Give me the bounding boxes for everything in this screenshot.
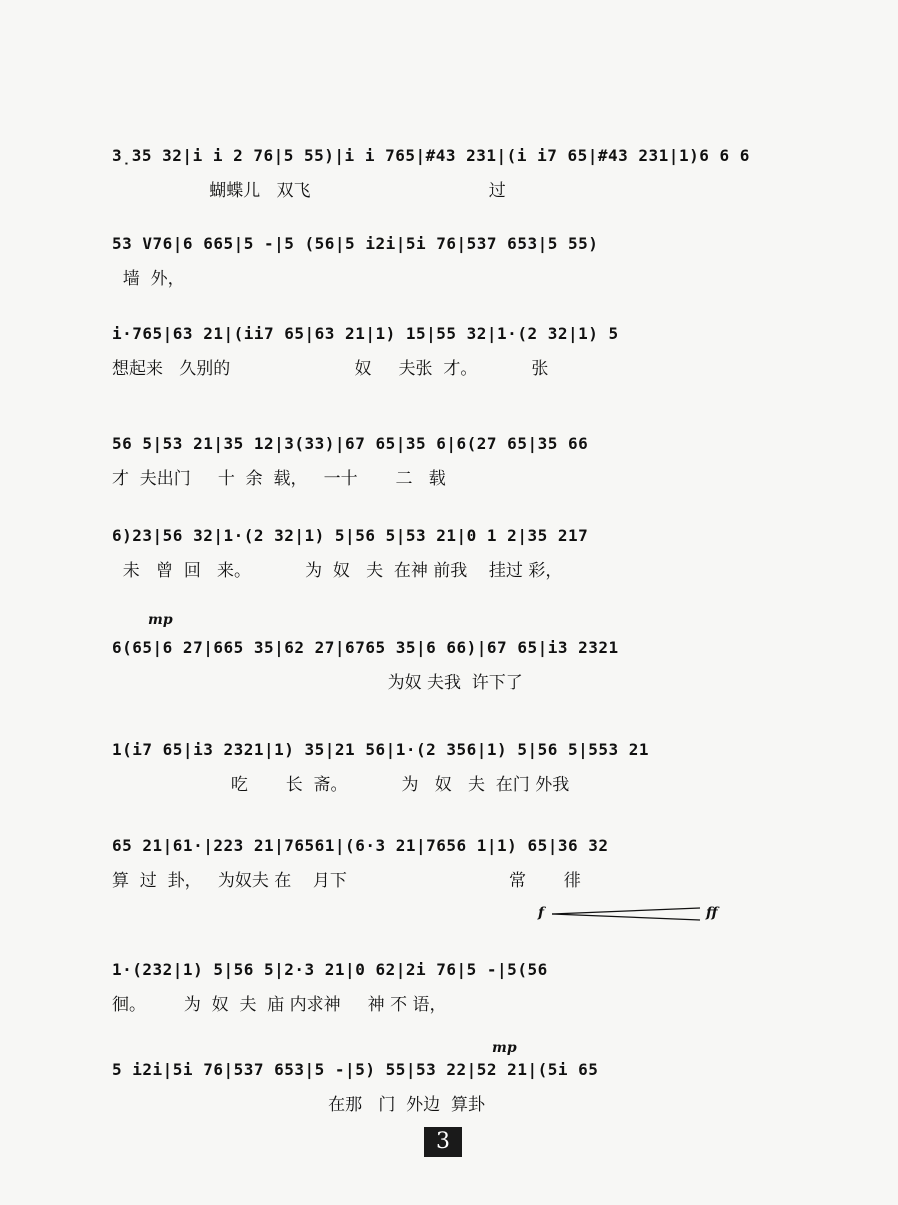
score-system-6: [112, 632, 780, 722]
dynamic-mark: mp: [492, 1040, 517, 1056]
lyric-line: 算 过 卦， 为奴夫 在 月下 常 徘: [112, 871, 581, 891]
notation-line: 65 21|61·|223 21|76561|(6·3 21|7656 1|1) 65|36 32: [112, 836, 609, 855]
dynamic-mark: f: [538, 905, 545, 921]
notation-line: 3̣35 32|i i 2 76|5 55)|i i 765|#43 231|(i i7 65|#43 231|1)6 6 6: [112, 146, 750, 165]
dynamic-mark: ff: [706, 905, 718, 921]
lyric-line: 蝴蝶儿 双飞 过: [112, 181, 506, 201]
lyric-line: 吃 长 斋。 为 奴 夫 在门 外我: [112, 775, 570, 795]
notation-line: 6)23|56 32|1·(2 32|1) 5|56 5|53 21|0 1 2|35 217: [112, 526, 589, 545]
score-system-4: [112, 428, 780, 518]
notation-line: i·765|63 21|(ii7 65|63 21|1) 15|55 32|1·(2 32|1) 5: [112, 324, 619, 343]
crescendo-hairpin: [552, 906, 702, 922]
score-system-3: [112, 318, 780, 408]
lyric-line: 未 曾 回 来。 为 奴 夫 在神 前我 挂过 彩，: [112, 561, 563, 581]
score-system-2: [112, 228, 780, 318]
notation-line: 6(65|6 27|665 35|62 27|6765 35|6 66)|67 65|i3 2321: [112, 638, 619, 657]
score-system-7: [112, 734, 780, 824]
page-number: 3: [424, 1127, 462, 1157]
notation-line: 56 5|53 21|35 12|3(33)|67 65|35 6|6(27 65|35 66: [112, 434, 589, 453]
lyric-line: 为奴 夫我 许下了: [112, 673, 523, 693]
score-system-1: [112, 140, 780, 230]
lyric-line: 徊。 为 奴 夫 庙 内求神 神 不 语，: [112, 995, 447, 1015]
notation-line: 1·(232|1) 5|56 5|2·3 21|0 62|2i 76|5 -|5(56: [112, 960, 548, 979]
lyric-line: 在那 门 外边 算卦: [112, 1095, 485, 1115]
notation-line: 5 i2i|5i 76|537 653|5 -|5) 55|53 22|52 21|(5i 65: [112, 1060, 599, 1079]
lyric-line: 才 夫出门 十 余 载， 一十 二 载: [112, 469, 446, 489]
score-system-9: [112, 954, 780, 1044]
score-system-5: [112, 520, 780, 610]
lyric-line: 墙 外，: [112, 269, 185, 289]
lyric-line: 想起来 久别的 奴 夫张 才。 张: [112, 359, 549, 379]
notation-line: 1(i7 65|i3 2321|1) 35|21 56|1·(2 356|1) 5|56 5|553 21: [112, 740, 650, 759]
notation-line: 53 V76|6 665|5 -|5 (56|5 i2i|5i 76|537 653|5 55): [112, 234, 599, 253]
dynamic-mark: mp: [148, 612, 173, 628]
